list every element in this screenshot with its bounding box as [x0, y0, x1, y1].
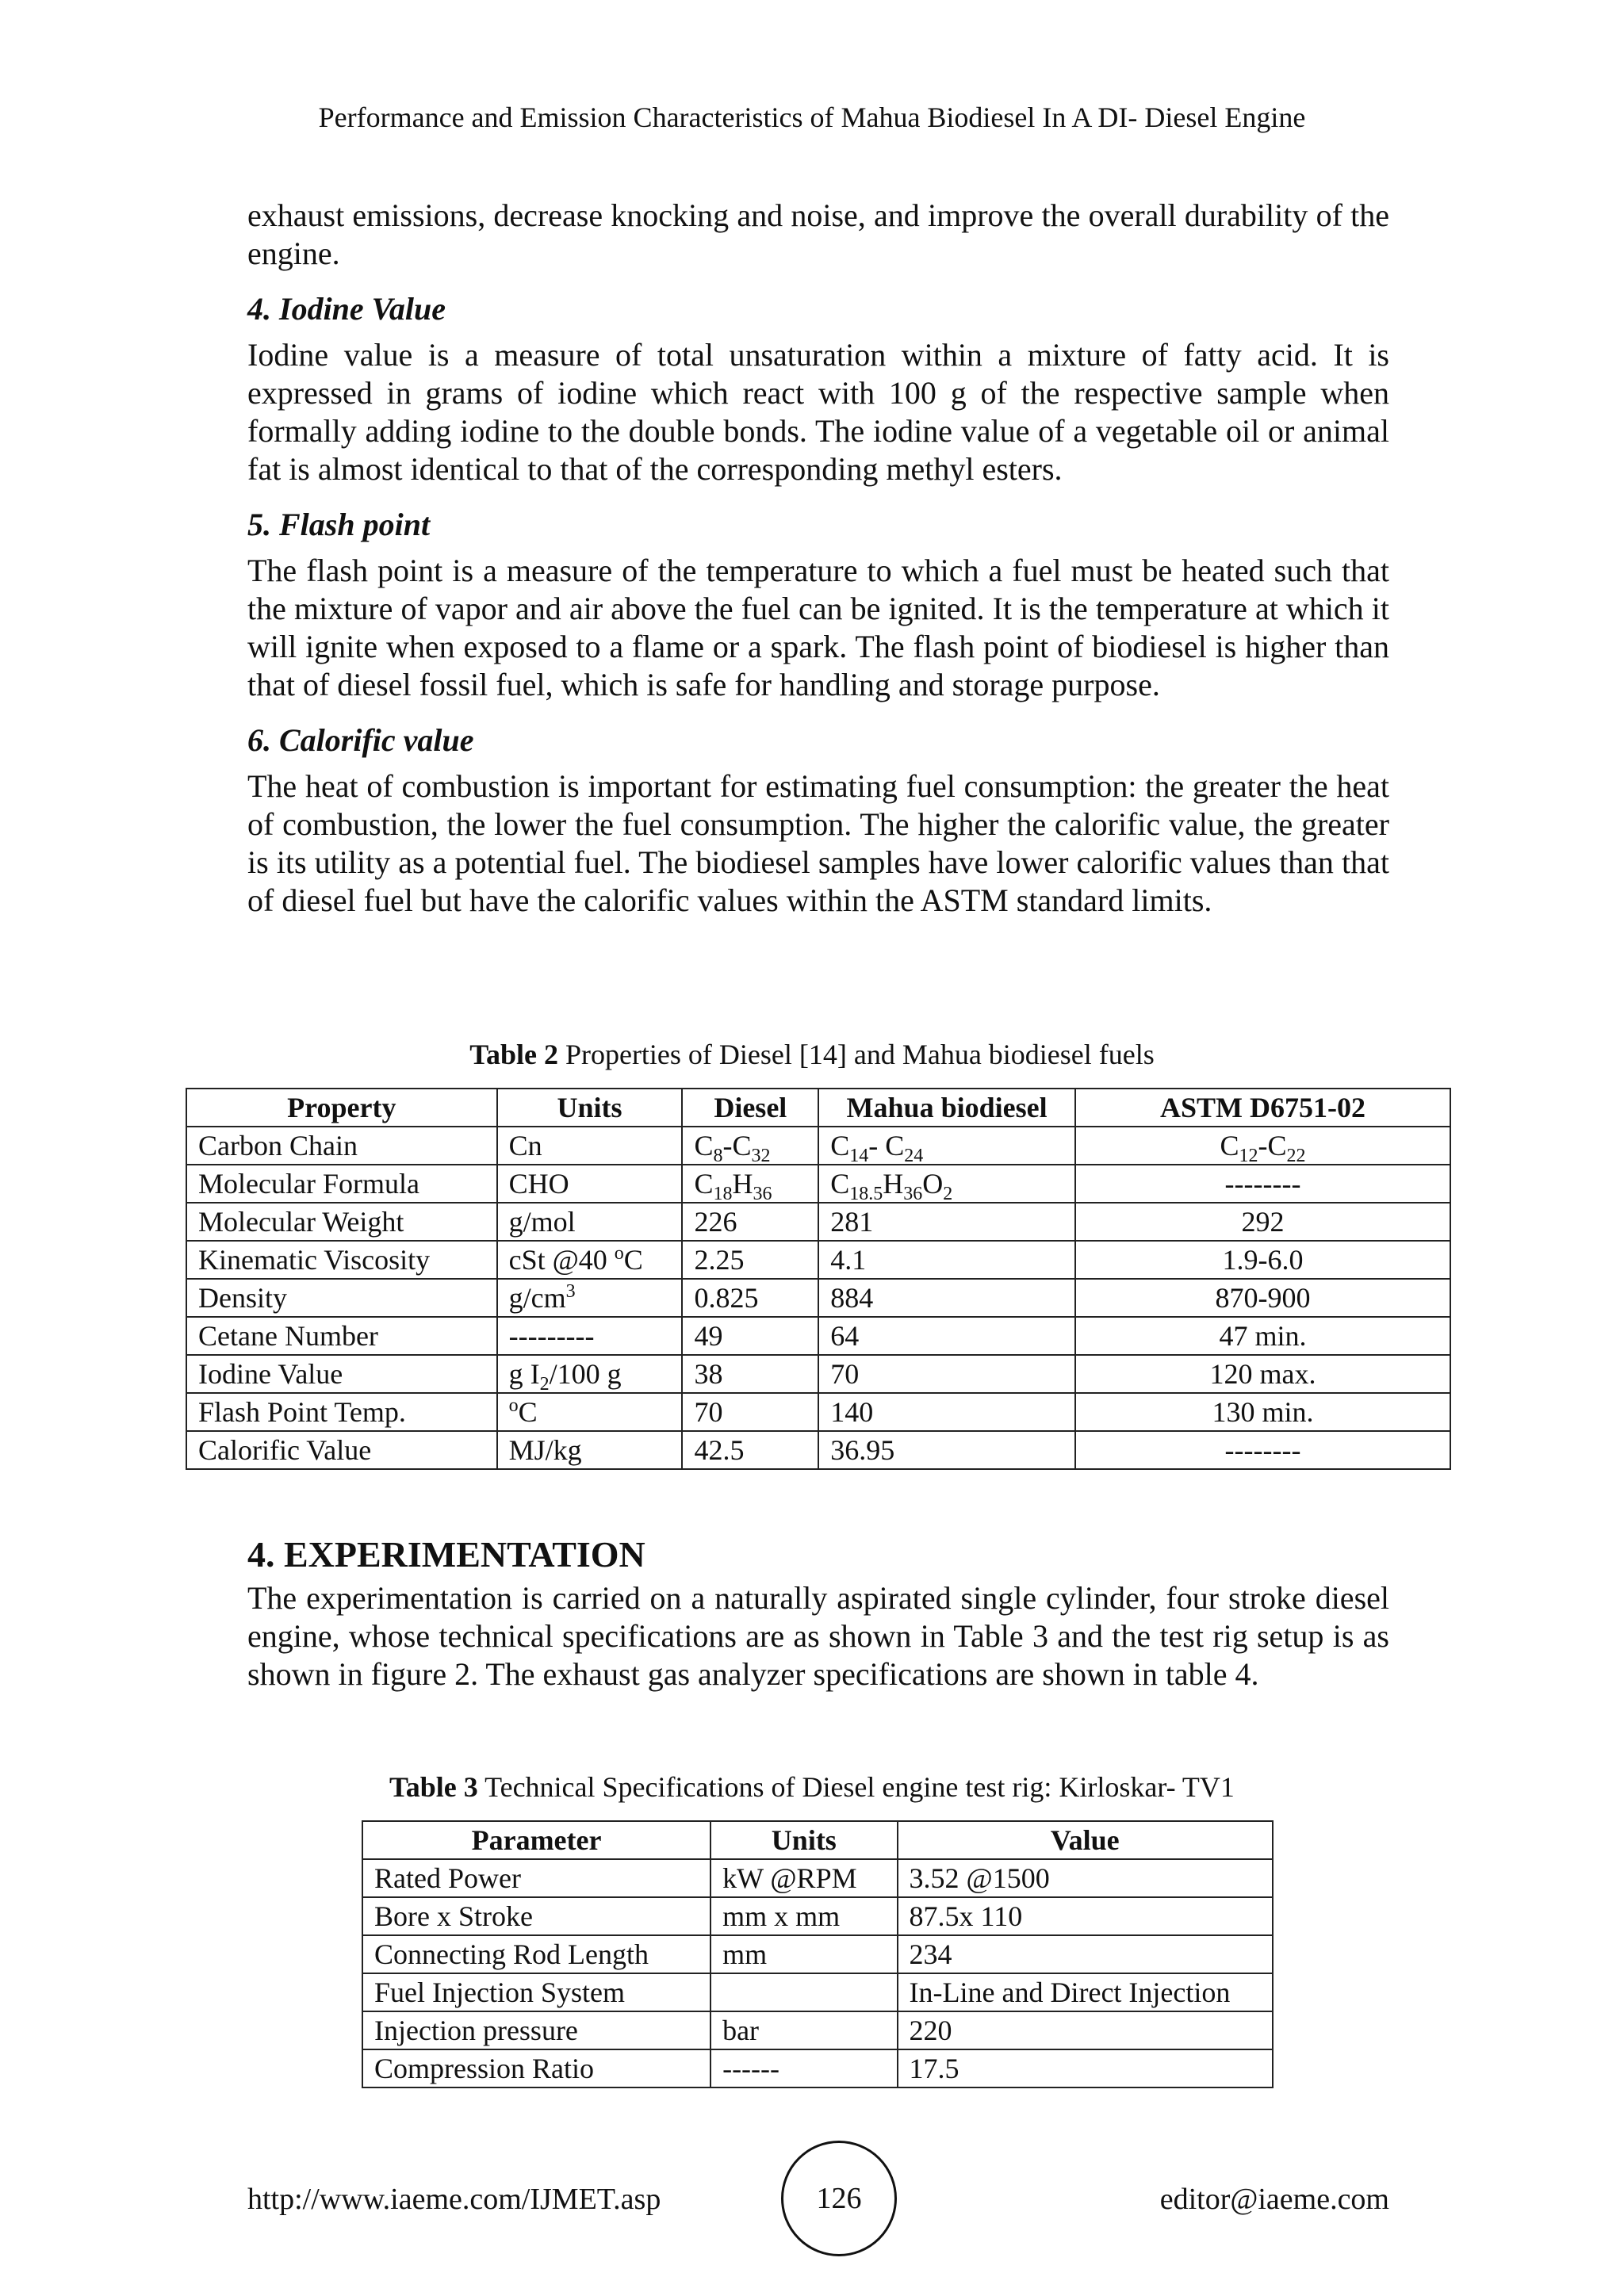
table-row	[186, 1165, 1450, 1203]
astm-cell: 130 min.	[1075, 1393, 1450, 1431]
table3-header-cell: Parameter	[362, 1821, 710, 1859]
units-part: g/cm	[508, 1282, 566, 1314]
diesel-cell: 42.5	[682, 1431, 818, 1469]
formula-subscript: 8	[713, 1146, 723, 1167]
table-row	[362, 1935, 1273, 1973]
value-cell: 220	[898, 2011, 1273, 2049]
diesel-cell	[682, 1127, 818, 1165]
heading-calorific-value: 6. Calorific value	[247, 722, 474, 758]
formula-part: - C	[868, 1130, 905, 1161]
units-cell: mm	[710, 1935, 897, 1973]
diesel-cell: 49	[682, 1317, 818, 1355]
formula-part: H	[732, 1168, 753, 1200]
astm-cell: 120 max.	[1075, 1355, 1450, 1393]
table-row	[362, 1973, 1273, 2011]
table2-header-cell: Diesel	[682, 1089, 818, 1127]
paragraph-iodine-value: Iodine value is a measure of total unsaturation within a mixture of fatty acid. It is expressed in grams of iodine which react with 100 g of the respective sample when formally adding iodine to the double bonds. The iodine value of a vegetable oil or animal fat is almost identical to that of the corresponding methyl esters.	[247, 337, 1389, 487]
diesel-cell: 0.825	[682, 1279, 818, 1317]
parameter-cell: Fuel Injection System	[362, 1973, 710, 2011]
units-cell	[497, 1279, 683, 1317]
parameter-cell: Injection pressure	[362, 2011, 710, 2049]
formula-subscript: 32	[751, 1146, 771, 1167]
page-number: 126	[781, 2141, 897, 2256]
formula-subscript: 14	[849, 1146, 869, 1167]
value-cell: 87.5x 110	[898, 1897, 1273, 1935]
property-cell: Carbon Chain	[186, 1127, 497, 1165]
heading-flash-point: 5. Flash point	[247, 507, 431, 542]
paragraph-flash-point: The flash point is a measure of the temperature to which a fuel must be heated such that the mixture of vapor and air above the fuel can be ignited. It is the temperature at which it will ignite when exposed to a flame or a spark. The flash point of biodiesel is higher than that of diesel fossil fuel, which is safe for handling and storage purpose.	[247, 553, 1389, 702]
units-cell: CHO	[497, 1165, 683, 1203]
table3-header-row	[362, 1821, 1273, 1859]
units-part: C	[623, 1244, 643, 1276]
astm-cell: 292	[1075, 1203, 1450, 1241]
formula-part: H	[883, 1168, 904, 1200]
table-row	[186, 1279, 1450, 1317]
units-cell	[497, 1355, 683, 1393]
parameter-cell: Bore x Stroke	[362, 1897, 710, 1935]
heading-experimentation: 4. EXPERIMENTATION	[247, 1534, 645, 1575]
mahua-cell: 4.1	[818, 1241, 1075, 1279]
units-cell: ------	[710, 2049, 897, 2087]
units-cell: mm x mm	[710, 1897, 897, 1935]
table-row	[362, 1897, 1273, 1935]
units-subscript: 2	[539, 1374, 550, 1395]
units-part: C	[518, 1396, 538, 1428]
value-cell: 3.52 @1500	[898, 1859, 1273, 1897]
table2-caption	[0, 1037, 1624, 1072]
table2-header-row	[186, 1089, 1450, 1127]
formula-subscript: 24	[904, 1146, 924, 1167]
body-text-top	[247, 197, 1389, 920]
property-cell: Density	[186, 1279, 497, 1317]
table-row	[186, 1127, 1450, 1165]
table3-caption	[0, 1770, 1624, 1804]
formula-part: -C	[1258, 1130, 1287, 1161]
formula-part: C	[694, 1168, 714, 1200]
units-cell: kW @RPM	[710, 1859, 897, 1897]
formula-part: C	[1220, 1130, 1239, 1161]
formula-part: C	[694, 1130, 714, 1161]
table-row	[362, 1859, 1273, 1897]
units-cell: bar	[710, 2011, 897, 2049]
table-row	[186, 1241, 1450, 1279]
table-row	[186, 1317, 1450, 1355]
paragraph-intro-continued: exhaust emissions, decrease knocking and noise, and improve the overall durability of the engine.	[247, 197, 1389, 271]
heading-iodine-value: 4. Iodine Value	[247, 291, 446, 327]
table3-header-cell: Value	[898, 1821, 1273, 1859]
property-cell: Molecular Weight	[186, 1203, 497, 1241]
table2-caption-text: Properties of Diesel [14] and Mahua biodiesel fuels	[557, 1039, 1155, 1070]
diesel-cell: 70	[682, 1393, 818, 1431]
parameter-cell: Rated Power	[362, 1859, 710, 1897]
paragraph-calorific-value: The heat of combustion is important for estimating fuel consumption: the greater the heat of combustion, the lower the fuel consumption. The higher the calorific value, the greater is its utility as a potential fuel. The biodiesel samples have lower calorific values than that of diesel fuel but have the calorific values within the ASTM standard limits.	[247, 768, 1389, 918]
table-row	[186, 1355, 1450, 1393]
mahua-cell: 64	[818, 1317, 1075, 1355]
astm-cell: 870-900	[1075, 1279, 1450, 1317]
property-cell: Cetane Number	[186, 1317, 497, 1355]
footer-url-link[interactable]: http://www.iaeme.com/IJMET.asp	[247, 2183, 661, 2216]
diesel-cell: 226	[682, 1203, 818, 1241]
table3	[362, 1820, 1274, 2088]
formula-part: C	[830, 1130, 850, 1161]
astm-cell: --------	[1075, 1165, 1450, 1203]
table-row	[362, 2011, 1273, 2049]
property-cell: Kinematic Viscosity	[186, 1241, 497, 1279]
table3-caption-text: Technical Specifications of Diesel engine test rig: Kirloskar- TV1	[477, 1771, 1235, 1803]
value-cell: 17.5	[898, 2049, 1273, 2087]
units-part: /100 g	[549, 1358, 622, 1390]
units-cell	[497, 1241, 683, 1279]
mahua-cell: 70	[818, 1355, 1075, 1393]
units-cell: g/mol	[497, 1203, 683, 1241]
astm-cell: --------	[1075, 1431, 1450, 1469]
formula-subscript: 18	[713, 1184, 733, 1205]
formula-subscript: 12	[1239, 1146, 1258, 1167]
property-cell: Flash Point Temp.	[186, 1393, 497, 1431]
units-cell: ---------	[497, 1317, 683, 1355]
body-text-experimentation	[247, 1533, 1389, 1693]
formula-subscript: 36	[753, 1184, 772, 1205]
parameter-cell: Connecting Rod Length	[362, 1935, 710, 1973]
units-part: g I	[508, 1358, 540, 1390]
value-cell: 234	[898, 1935, 1273, 1973]
mahua-cell	[818, 1165, 1075, 1203]
mahua-cell	[818, 1127, 1075, 1165]
units-superscript: o	[508, 1395, 519, 1416]
astm-cell: 47 min.	[1075, 1317, 1450, 1355]
formula-subscript: 18.5	[849, 1184, 883, 1205]
units-cell	[497, 1393, 683, 1431]
mahua-cell: 140	[818, 1393, 1075, 1431]
table2-header-cell: Property	[186, 1089, 497, 1127]
formula-part: -C	[722, 1130, 752, 1161]
table3-header-cell: Units	[710, 1821, 897, 1859]
formula-part: O	[922, 1168, 944, 1200]
astm-cell	[1075, 1127, 1450, 1165]
units-superscript: 3	[565, 1281, 576, 1302]
table2-header-cell: Mahua biodiesel	[818, 1089, 1075, 1127]
parameter-cell: Compression Ratio	[362, 2049, 710, 2087]
property-cell: Molecular Formula	[186, 1165, 497, 1203]
diesel-cell: 2.25	[682, 1241, 818, 1279]
formula-subscript: 22	[1286, 1146, 1306, 1167]
units-cell: Cn	[497, 1127, 683, 1165]
paragraph-experimentation: The experimentation is carried on a naturally aspirated single cylinder, four stroke diesel engine, whose technical specifications are as shown in Table 3 and the test rig setup is as shown in figure 2. The exhaust gas analyzer specifications are shown in table 4.	[247, 1580, 1389, 1692]
formula-subscript: 36	[903, 1184, 923, 1205]
running-header: Performance and Emission Characteristics of Mahua Biodiesel In A DI- Diesel Engine	[318, 101, 1306, 133]
footer-email-link[interactable]: editor@iaeme.com	[1159, 2183, 1389, 2216]
units-part: cSt @40	[508, 1244, 615, 1276]
mahua-cell: 884	[818, 1279, 1075, 1317]
table2	[186, 1088, 1451, 1470]
units-cell	[710, 1973, 897, 2011]
table2-header-cell: ASTM D6751-02	[1075, 1089, 1450, 1127]
units-superscript: o	[614, 1243, 624, 1264]
astm-cell: 1.9-6.0	[1075, 1241, 1450, 1279]
formula-subscript: 2	[943, 1184, 953, 1205]
formula-part: C	[830, 1168, 850, 1200]
property-cell: Calorific Value	[186, 1431, 497, 1469]
units-cell: MJ/kg	[497, 1431, 683, 1469]
table3-caption-label: Table 3	[389, 1771, 478, 1803]
value-cell: In-Line and Direct Injection	[898, 1973, 1273, 2011]
table-row	[186, 1431, 1450, 1469]
property-cell: Iodine Value	[186, 1355, 497, 1393]
mahua-cell: 36.95	[818, 1431, 1075, 1469]
mahua-cell: 281	[818, 1203, 1075, 1241]
table2-caption-label: Table 2	[469, 1039, 558, 1070]
table-row	[186, 1203, 1450, 1241]
diesel-cell: 38	[682, 1355, 818, 1393]
diesel-cell	[682, 1165, 818, 1203]
table-row	[362, 2049, 1273, 2087]
table-row	[186, 1393, 1450, 1431]
table2-header-cell: Units	[497, 1089, 683, 1127]
